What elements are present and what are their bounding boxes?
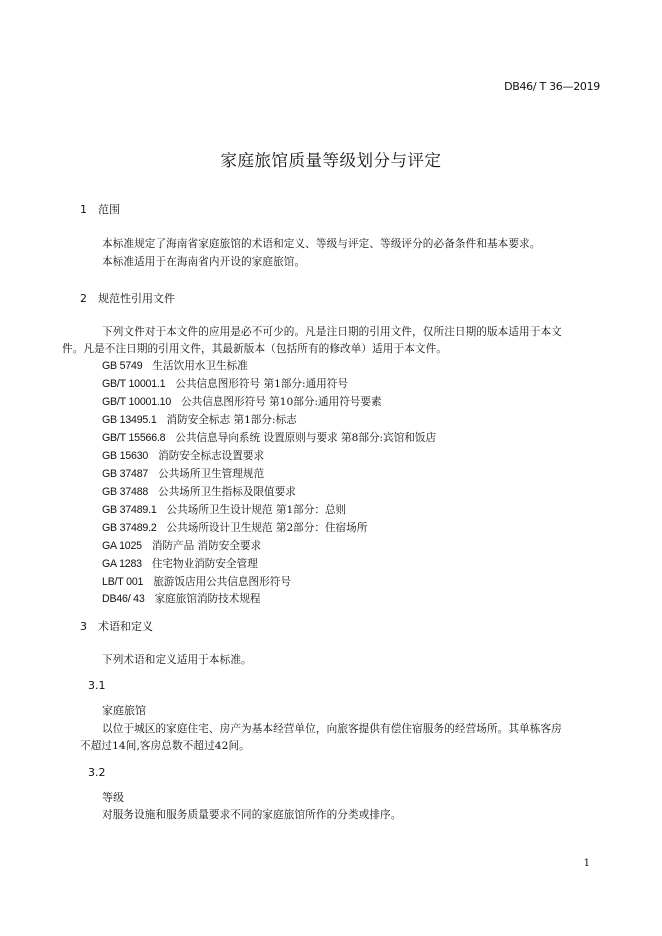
reference-title: 住宅物业消防安全管理 xyxy=(151,558,258,570)
section-number: 1 xyxy=(80,203,87,216)
reference-code: GB/T 10001.10 xyxy=(102,396,172,408)
paragraph: 下列文件对于本文件的应用是必不可少的。凡是注日期的引用文件，仅所注日期的版本适用于本文 xyxy=(102,326,562,338)
reference-code: GA 1283 xyxy=(102,558,142,570)
section-title: 规范性引用文件 xyxy=(98,292,175,305)
reference-title: 公共场所设计卫生规范 第2部分：住宿场所 xyxy=(166,522,368,534)
reference-code: LB/T 001 xyxy=(102,576,144,588)
paragraph: 下列术语和定义适用于本标准。 xyxy=(102,654,252,666)
reference-item xyxy=(102,538,261,553)
reference-title: 消防安全标志 第1部分:标志 xyxy=(166,414,297,426)
reference-code: GB 37487 xyxy=(102,468,149,480)
section-number: 2 xyxy=(80,292,87,305)
reference-item xyxy=(102,502,346,517)
term-name: 等级 xyxy=(102,791,124,804)
reference-title: 消防安全标志设置要求 xyxy=(158,450,265,462)
reference-title: 消防产品 消防安全要求 xyxy=(151,540,262,552)
reference-item xyxy=(102,484,296,499)
reference-code: GB/T 15566.8 xyxy=(102,432,166,444)
reference-code: GA 1025 xyxy=(102,540,142,552)
paragraph: 本标准适用于在海南省内开设的家庭旅馆。 xyxy=(102,256,306,268)
reference-code: GB 37489.2 xyxy=(102,522,157,534)
reference-title: 旅游饭店用公共信息图形符号 xyxy=(153,576,291,588)
term-number: 3.2 xyxy=(88,766,106,779)
term-definition: 以位于城区的家庭住宅、房产为基本经营单位，向旅客提供有偿住宿服务的经营场所。其单栋客房 xyxy=(102,723,562,735)
reference-title: 公共场所卫生设计规范 第1部分：总则 xyxy=(166,504,347,516)
reference-code: GB/T 10001.1 xyxy=(102,378,166,390)
reference-item xyxy=(102,376,348,391)
term-definition: 对服务设施和服务质量要求不同的家庭旅馆所作的分类或排序。 xyxy=(102,809,402,821)
reference-item xyxy=(102,556,258,571)
reference-item xyxy=(102,448,264,463)
reference-title: 公共信息导向系统 设置原则与要求 第8部分:宾馆和饭店 xyxy=(175,432,437,444)
document-title: 家庭旅馆质量等级划分与评定 xyxy=(220,151,442,170)
reference-code: GB 5749 xyxy=(102,360,143,372)
reference-item xyxy=(102,466,264,481)
section-title: 范围 xyxy=(98,203,120,216)
reference-code: DB46/ 43 xyxy=(102,593,145,605)
reference-title: 生活饮用水卫生标准 xyxy=(152,360,248,372)
reference-title: 家庭旅馆消防技术规程 xyxy=(154,593,261,605)
reference-item xyxy=(102,358,248,373)
section-heading-normative-references xyxy=(80,290,175,306)
reference-item xyxy=(102,430,436,445)
reference-code: GB 37488 xyxy=(102,486,149,498)
reference-item xyxy=(102,591,261,606)
term-definition: 不超过14间,客房总数不超过42间。 xyxy=(80,740,250,752)
paragraph: 本标准规定了海南省家庭旅馆的术语和定义、等级与评定、等级评分的必备条件和基本要求。 xyxy=(102,238,541,250)
reference-item xyxy=(102,520,367,535)
paragraph: 件。凡是不注日期的引用文件，其最新版本（包括所有的修改单）适用于本文件。 xyxy=(62,343,447,355)
reference-title: 公共信息图形符号 第10部分:通用符号要素 xyxy=(181,396,382,408)
standard-code: DB46/ T 36—2019 xyxy=(504,80,600,93)
term-name: 家庭旅馆 xyxy=(102,704,146,717)
reference-item xyxy=(102,394,382,409)
reference-code: GB 37489.1 xyxy=(102,504,157,516)
term-number: 3.1 xyxy=(88,679,106,692)
section-title: 术语和定义 xyxy=(98,620,153,633)
reference-item xyxy=(102,574,291,589)
reference-code: GB 15630 xyxy=(102,450,149,462)
reference-title: 公共信息图形符号 第1部分:通用符号 xyxy=(175,378,348,390)
page-number: 1 xyxy=(583,858,590,869)
reference-code: GB 13495.1 xyxy=(102,414,157,426)
reference-title: 公共场所卫生管理规范 xyxy=(158,468,265,480)
section-heading-scope xyxy=(80,201,120,217)
section-number: 3 xyxy=(80,620,87,633)
reference-title: 公共场所卫生指标及限值要求 xyxy=(158,486,296,498)
section-heading-terms xyxy=(80,618,153,634)
reference-item xyxy=(102,412,297,427)
